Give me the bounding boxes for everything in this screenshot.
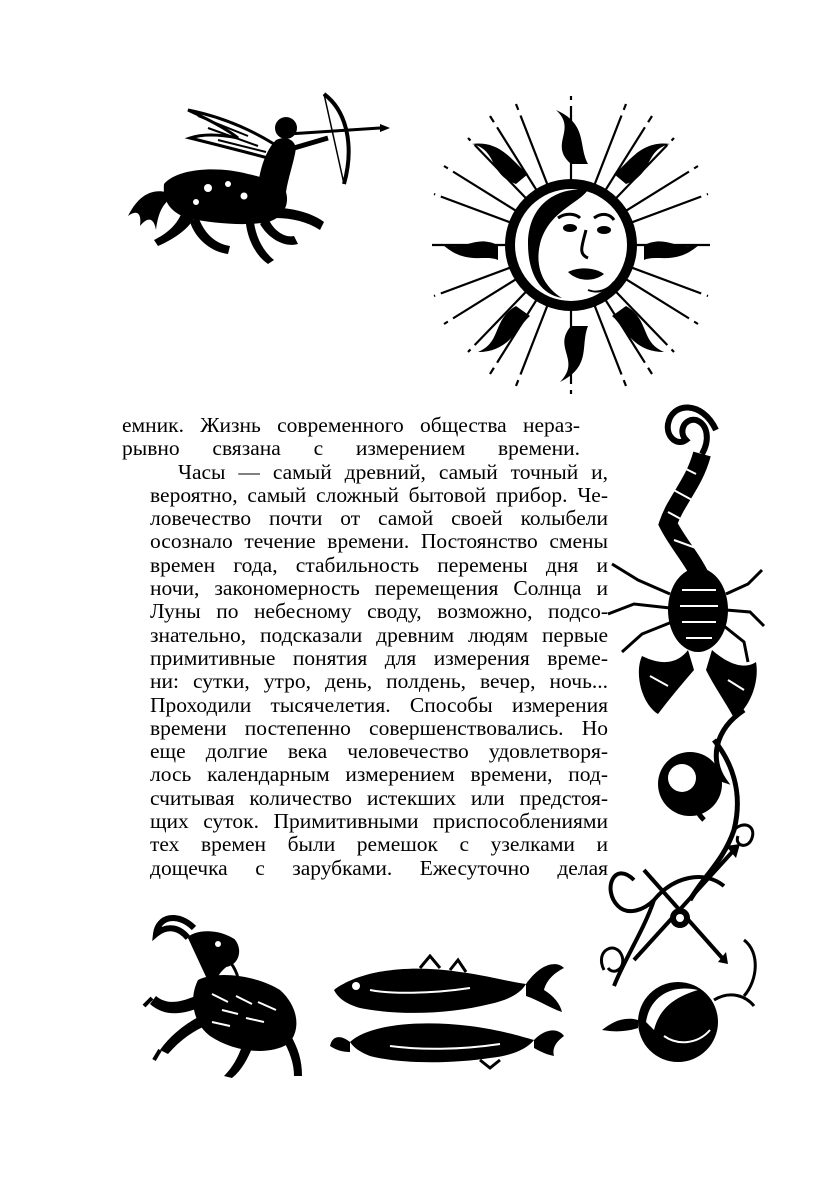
sun-face-illustration — [428, 94, 714, 396]
text-line: считывая количество истекших или предстоя- — [150, 785, 608, 810]
text-line: емник. Жизнь современного общества нераз- — [122, 413, 580, 437]
text-line: дощечка с зарубками. Ежесуточно делая — [150, 855, 608, 880]
text-line: времен года, стабильность перемены дня и — [150, 552, 608, 577]
text-line: знательно, подсказали древним людям первые — [150, 622, 608, 647]
text-line: лось календарным измерением времени, под- — [150, 762, 608, 787]
text-line: ловечество почти от самой своей колыбели — [150, 506, 608, 531]
ornament-illustration — [594, 700, 766, 1084]
text-line: примитивные понятия для измерения време- — [150, 645, 608, 670]
sagittarius-illustration — [118, 88, 390, 266]
text-line: щих суток. Примитивными приспособлениями — [150, 809, 608, 834]
body-text — [122, 413, 608, 880]
text-line: тех времен были ремешок с узелками и — [150, 832, 608, 857]
paragraph-1 — [122, 414, 580, 461]
text-line: ночи, закономерность перемещения Солнца и — [150, 576, 608, 601]
pisces-illustration — [330, 954, 566, 1070]
text-line: рывно связана с измерением времени. — [122, 436, 580, 461]
scorpio-illustration — [598, 394, 768, 734]
text-line: ни: сутки, утро, день, полдень, вечер, ночь... — [150, 669, 608, 694]
text-line: Луны по небесному своду, возможно, подсо- — [150, 599, 608, 624]
capricorn-illustration — [138, 910, 316, 1080]
text-line: вероятно, самый сложный бытовой прибор. Че- — [150, 482, 608, 507]
text-line: Проходили тысячелетия. Способы измерения — [150, 692, 608, 717]
text-line: осознало течение времени. Постоянство смены — [150, 529, 608, 554]
text-line: еще долгие века человечество удовлетворя- — [150, 739, 608, 764]
paragraph-2 — [122, 459, 608, 880]
text-line: времени постепенно совершенствовались. Но — [150, 715, 608, 740]
text-line: Часы — самый древний, самый точный и, — [178, 459, 608, 484]
